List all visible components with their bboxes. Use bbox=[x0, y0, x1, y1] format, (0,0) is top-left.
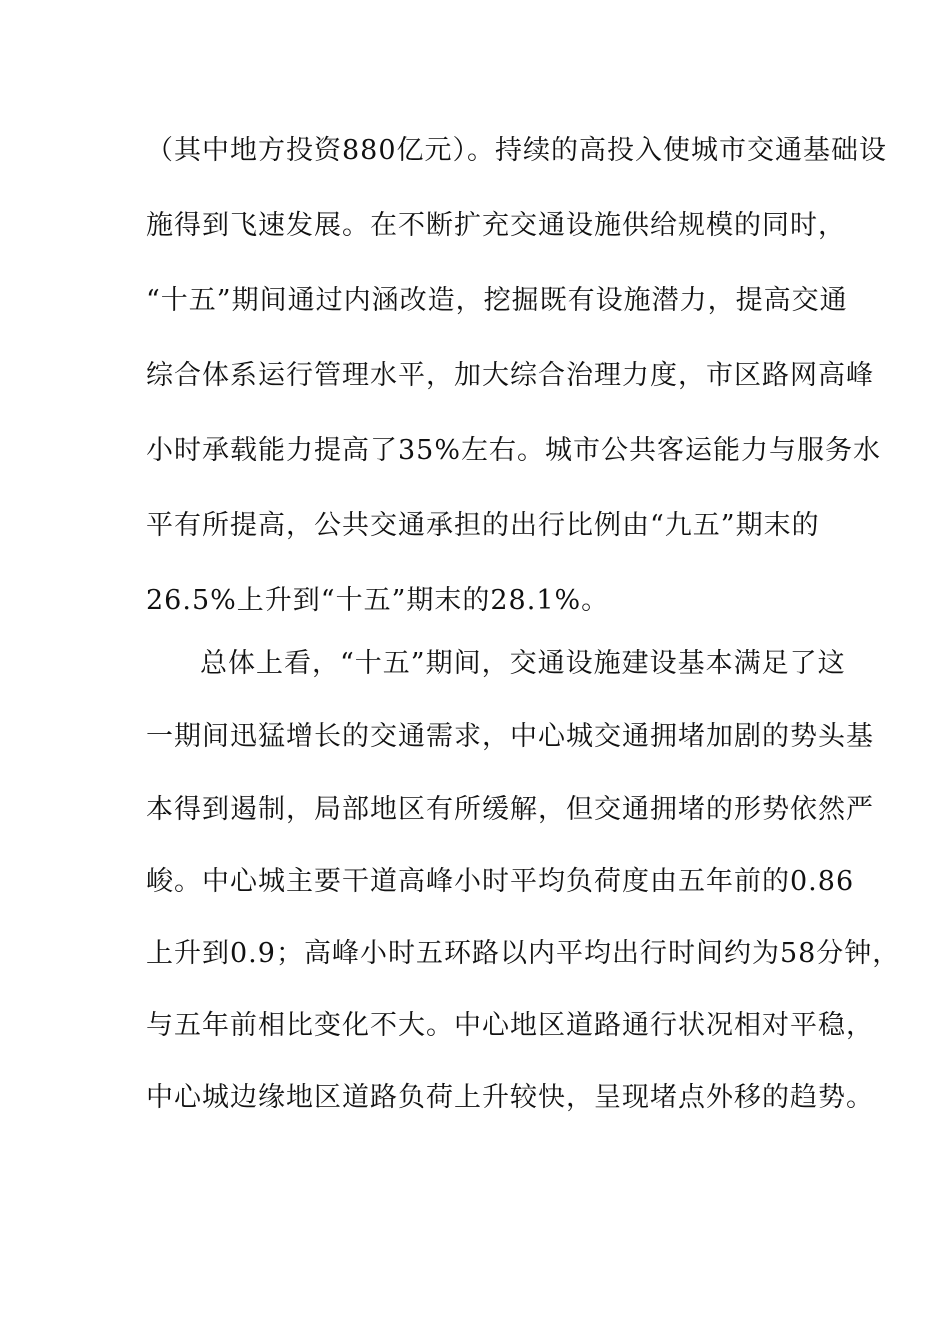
text-line: 平有所提高，公共交通承担的出行比例由“九五”期末的 bbox=[146, 510, 820, 541]
text-line: “十五”期间通过内涵改造，挖掘既有设施潜力，提高交通 bbox=[146, 285, 848, 316]
text-line: 上升到0.9；高峰小时五环路以内平均出行时间约为58分钟， bbox=[146, 938, 901, 969]
text-line: 施得到飞速发展。在不断扩充交通设施供给规模的同时， bbox=[146, 210, 846, 241]
text-line: 综合体系运行管理水平，加大综合治理力度，市区路网高峰 bbox=[146, 360, 874, 391]
text-line: 峻。中心城主要干道高峰小时平均负荷度由五年前的0.86 bbox=[146, 866, 855, 897]
text-line: 本得到遏制，局部地区有所缓解，但交通拥堵的形势依然严 bbox=[146, 794, 874, 825]
text-line: 一期间迅猛增长的交通需求，中心城交通拥堵加剧的势头基 bbox=[146, 721, 874, 752]
text-line: 26.5%上升到“十五”期末的28.1%。 bbox=[146, 585, 610, 616]
text-line: 与五年前相比变化不大。中心地区道路通行状况相对平稳， bbox=[146, 1010, 874, 1041]
text-line: 小时承载能力提高了35%左右。城市公共客运能力与服务水 bbox=[146, 435, 882, 466]
text-line: 中心城边缘地区道路负荷上升较快，呈现堵点外移的趋势。 bbox=[146, 1082, 874, 1113]
text-line: （其中地方投资880亿元）。持续的高投入使城市交通基础设 bbox=[146, 135, 888, 166]
paragraph-first-line: 总体上看，“十五”期间，交通设施建设基本满足了这 bbox=[200, 648, 846, 679]
